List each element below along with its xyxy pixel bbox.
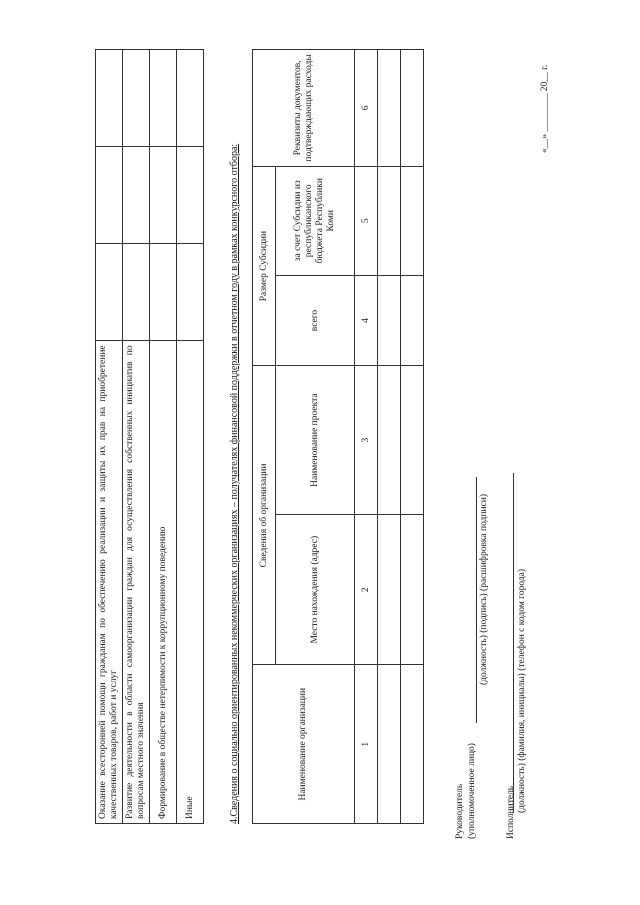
activity-label: Формирование в обществе нетерпимости к коррупционному поведению bbox=[150, 341, 177, 824]
header-from-budget: за счет Субсидии из республиканского бюджета Республики Коми bbox=[276, 166, 355, 275]
executor-caption: (должность) (фамилия, инициалы) (телефон с кодом города) bbox=[517, 568, 527, 813]
header-subsidy-size: Размер Субсидии bbox=[253, 166, 276, 366]
column-number: 1 bbox=[355, 665, 378, 824]
header-documents: Реквизиты документов, подтверждающих расходы bbox=[253, 50, 355, 167]
table-cell bbox=[378, 166, 401, 275]
table-cell bbox=[123, 147, 150, 244]
table-cell bbox=[123, 244, 150, 341]
column-number: 3 bbox=[355, 366, 378, 515]
activities-table bbox=[95, 49, 204, 824]
table-cell bbox=[96, 50, 123, 147]
activity-label: Развитие деятельности в области самоорганизации граждан для осуществления собственных инициатив по вопросам местного значения bbox=[123, 341, 150, 824]
table-cell bbox=[123, 50, 150, 147]
column-number: 6 bbox=[355, 50, 378, 167]
header-total: всего bbox=[276, 275, 355, 366]
table-row bbox=[378, 50, 401, 824]
table-row bbox=[96, 50, 123, 824]
header-project-name: Наименование проекта bbox=[276, 366, 355, 515]
activity-label: Иные bbox=[177, 341, 204, 824]
table-cell bbox=[378, 275, 401, 366]
executor-label: Исполнитель bbox=[506, 785, 516, 839]
section-4-title: 4.Сведения о социально ориентированных некоммерческих организациях – получателях финансовой поддержки в отчетном году в рамках конкурсного отбора: bbox=[229, 143, 240, 824]
executor-signature-line bbox=[513, 473, 514, 813]
table-cell bbox=[401, 166, 424, 275]
table-cell bbox=[401, 665, 424, 824]
column-number: 5 bbox=[355, 166, 378, 275]
activity-label: Оказание всесторонней помощи гражданам по обеспечению реализации и защиты их прав на приобретение качественных товаров, работ и услуг bbox=[96, 341, 123, 824]
table-cell bbox=[150, 147, 177, 244]
head-captions: (должность) (подпись) (расшифровка подписи) bbox=[479, 493, 489, 685]
table-cell bbox=[401, 514, 424, 665]
head-signature-line bbox=[476, 477, 477, 723]
table-cell bbox=[378, 366, 401, 515]
organizations-table bbox=[252, 49, 424, 824]
table-cell bbox=[96, 244, 123, 341]
table-cell bbox=[401, 275, 424, 366]
header-location: Место нахождения (адрес) bbox=[276, 514, 355, 665]
date-line: «__» ________ 20__ г. bbox=[540, 64, 550, 153]
table-cell bbox=[177, 50, 204, 147]
table-row bbox=[401, 50, 424, 824]
table-cell bbox=[401, 50, 424, 167]
column-number: 2 bbox=[355, 514, 378, 665]
header-row bbox=[253, 50, 276, 824]
table-row bbox=[150, 50, 177, 824]
table-cell bbox=[177, 244, 204, 341]
table-row bbox=[123, 50, 150, 824]
head-label-sub: (уполномоченное лицо) bbox=[467, 743, 477, 839]
header-org-name: Наименование организации bbox=[253, 665, 355, 824]
header-org-info: Сведения об организации bbox=[253, 366, 276, 665]
column-number: 4 bbox=[355, 275, 378, 366]
head-label: Руководитель bbox=[455, 783, 465, 839]
table-row bbox=[177, 50, 204, 824]
table-cell bbox=[96, 147, 123, 244]
table-cell bbox=[150, 50, 177, 147]
column-numbers-row bbox=[355, 50, 378, 824]
table-cell bbox=[378, 514, 401, 665]
table-cell bbox=[150, 244, 177, 341]
table-cell bbox=[378, 50, 401, 167]
table-cell bbox=[177, 147, 204, 244]
table-cell bbox=[378, 665, 401, 824]
table-cell bbox=[401, 366, 424, 515]
